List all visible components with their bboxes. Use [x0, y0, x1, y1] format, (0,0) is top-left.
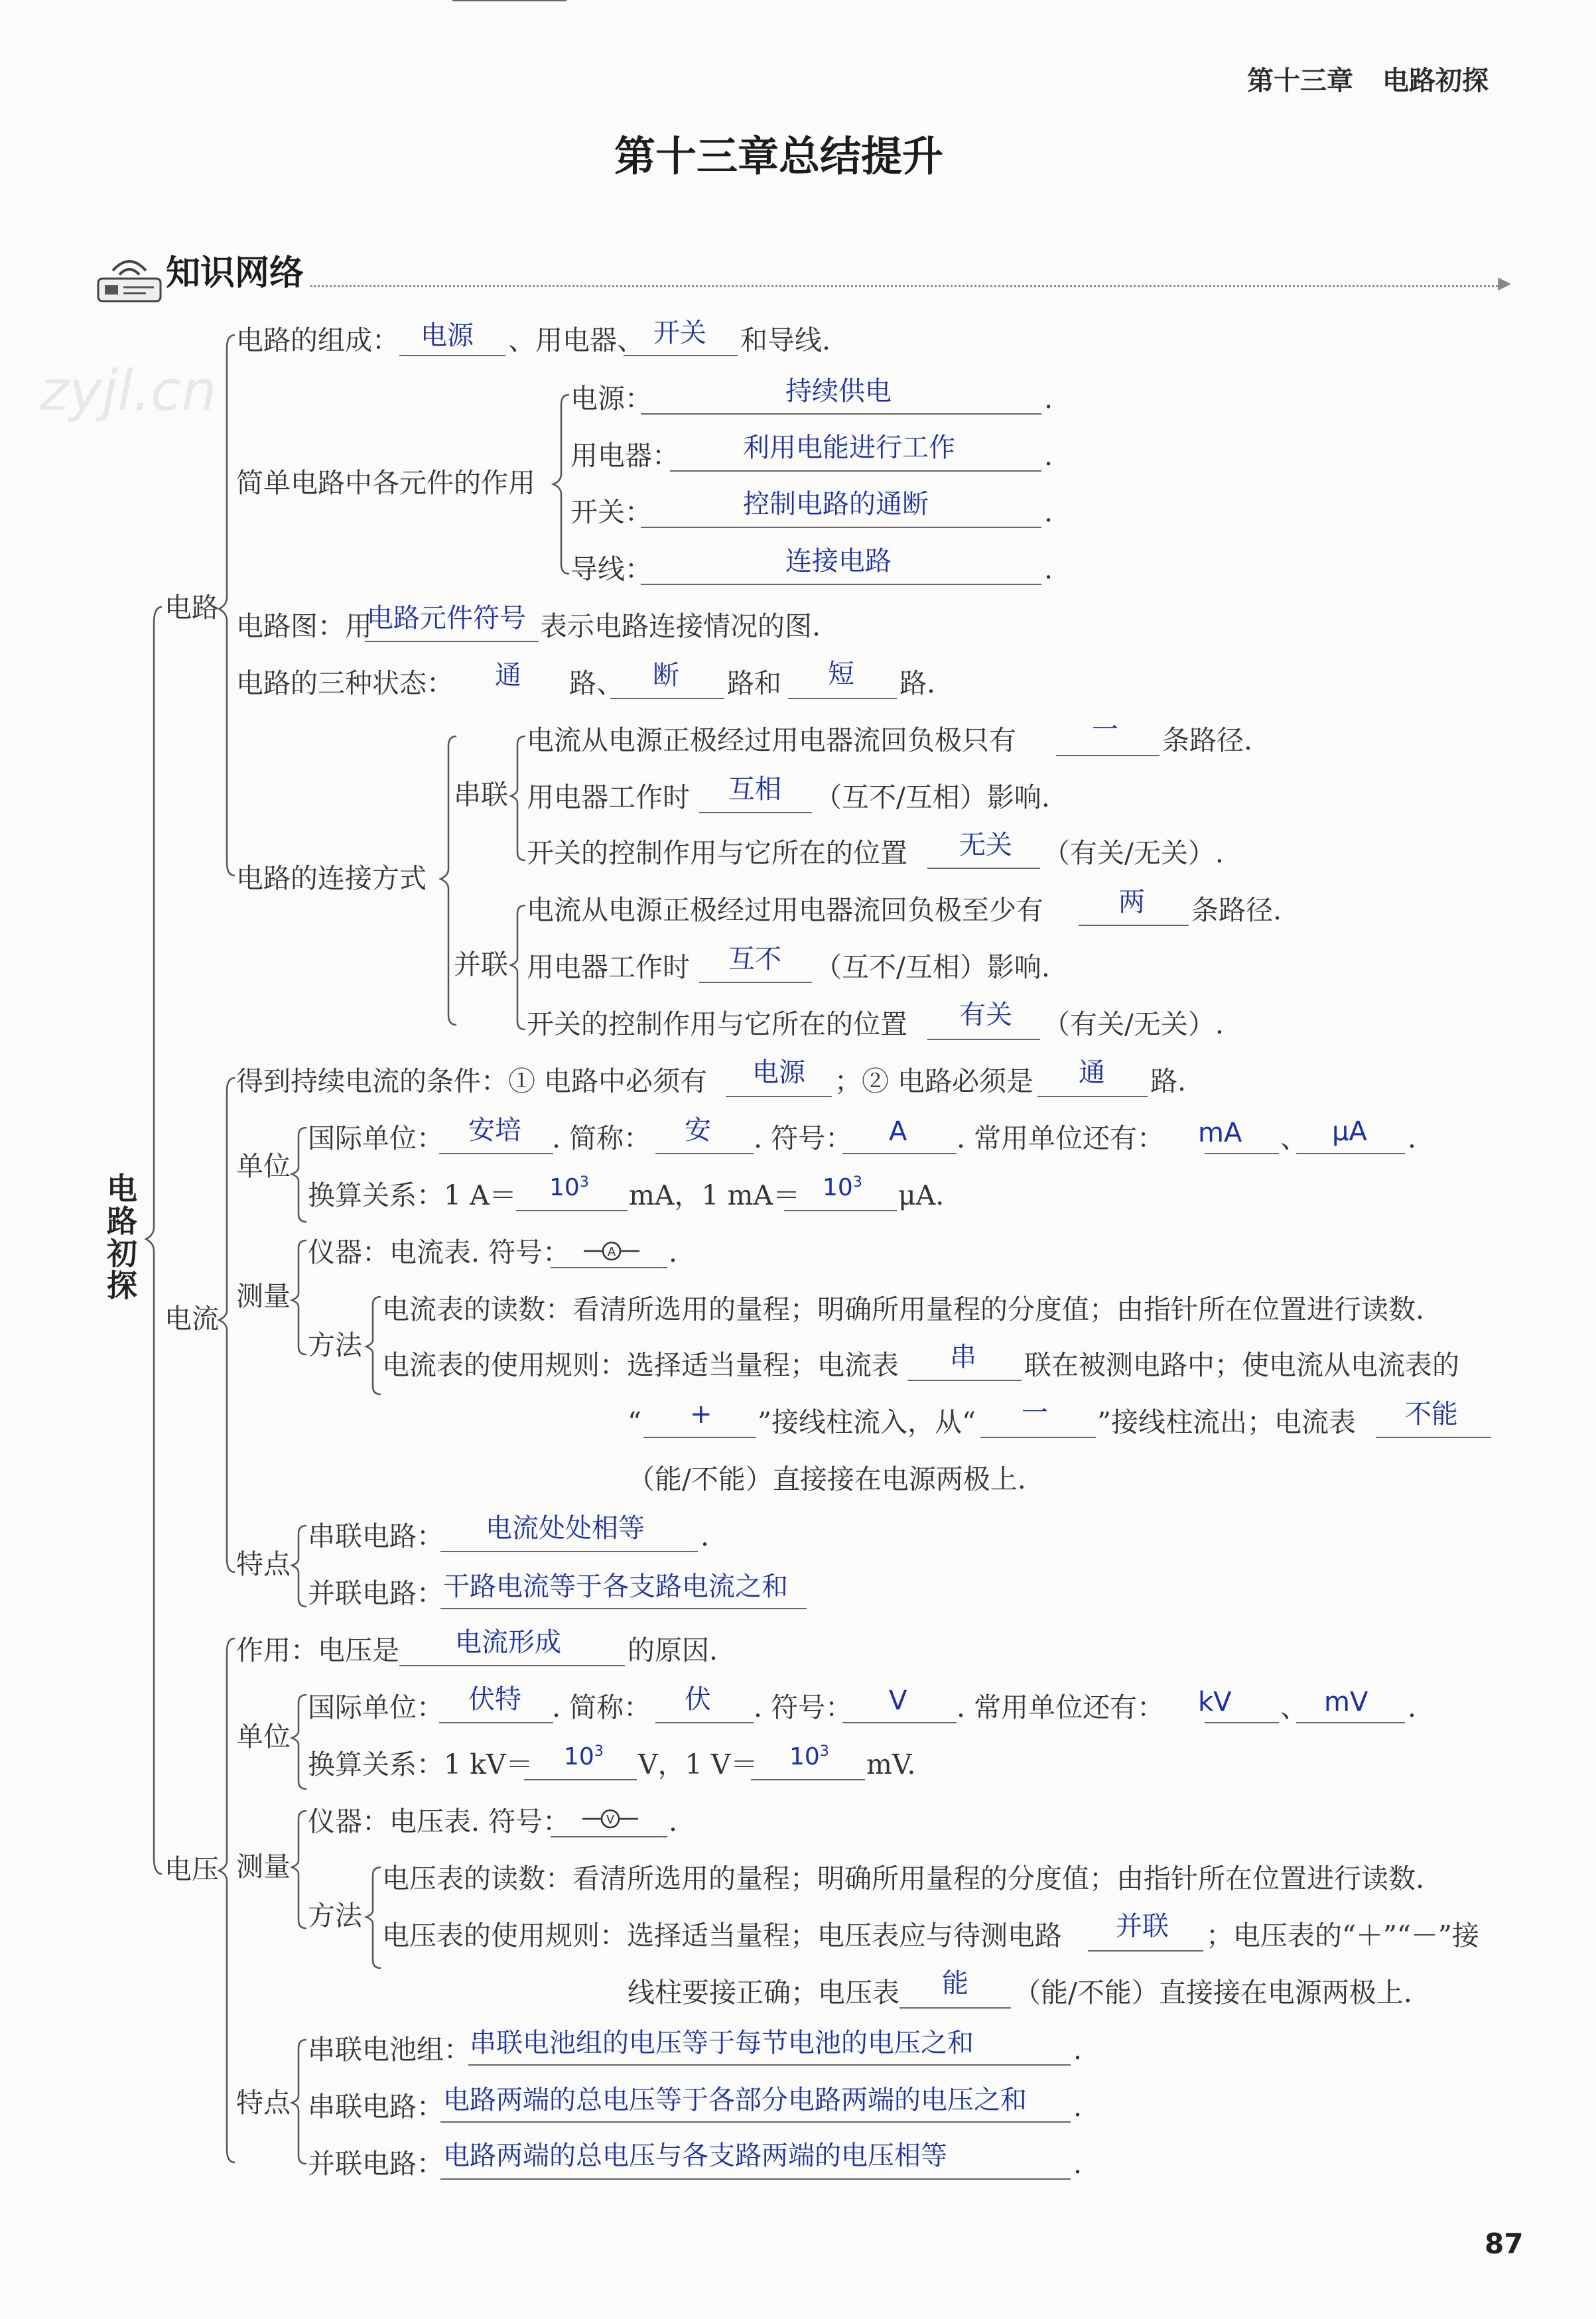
- branch-simple: 简单电路中各元件的作用: [236, 467, 535, 499]
- answer-current-ua: μA: [1332, 1116, 1367, 1147]
- current-conv-c: μA.: [898, 1179, 945, 1211]
- answer-voltage-conv1: $10^3$: [564, 1743, 604, 1770]
- blank-line: [641, 527, 1041, 528]
- blank-line: [551, 1267, 667, 1268]
- states-text-c: 路和: [727, 667, 781, 699]
- ammeter-rule-e: ”接线柱流出；电流表: [1097, 1406, 1356, 1438]
- parallel-line1-b: 条路径.: [1191, 894, 1282, 926]
- brace-series: [511, 736, 525, 860]
- ammeter-symbol-icon: [584, 1238, 639, 1264]
- blank-line: [440, 1551, 698, 1552]
- blank-line: [468, 2064, 1071, 2066]
- current-series-label: 串联电路：: [308, 1520, 444, 1552]
- states-text-d: 路.: [899, 667, 936, 699]
- series-line2-b: （互不/互相）影响.: [815, 781, 1050, 813]
- blank-line: [726, 1096, 832, 1097]
- period: .: [1044, 496, 1053, 528]
- voltage-conv-a: 换算关系：1 kV＝: [308, 1749, 533, 1780]
- blank-line: [399, 355, 505, 356]
- blank-line: [1088, 1950, 1203, 1952]
- answer-series-switch: 无关: [959, 830, 1012, 860]
- section-label: 电路初探: [1382, 66, 1489, 96]
- voltage-unit-c: . 符号：: [754, 1691, 853, 1723]
- voltage-unit-e: 、: [1280, 1691, 1307, 1723]
- blank-line: [1205, 1153, 1279, 1154]
- blank-line: [551, 1836, 667, 1837]
- brace-simple: [553, 395, 569, 574]
- blank-line: [980, 1437, 1096, 1438]
- period: .: [1044, 440, 1053, 472]
- blank-line: [365, 641, 539, 642]
- blank-line: [699, 812, 812, 813]
- branch-voltage-method: 方法: [308, 1900, 362, 1932]
- element-power-label: 电源：: [570, 383, 652, 415]
- section-heading: 知识网络: [166, 253, 304, 293]
- voltage-unit-d: . 常用单位还有：: [957, 1691, 1165, 1723]
- answer-voltmeter-parallel: 并联: [1116, 1911, 1169, 1942]
- answer-power-role: 持续供电: [785, 376, 892, 407]
- answer-voltage-mv: mV: [1324, 1687, 1368, 1717]
- battery-series-label: 串联电池组：: [308, 2034, 471, 2066]
- period: .: [1073, 2034, 1083, 2066]
- series-line1-b: 条路径.: [1162, 724, 1253, 756]
- blank-line: [641, 584, 1041, 585]
- blank-line: [670, 470, 1041, 472]
- period: .: [1044, 383, 1053, 415]
- brace-root: [146, 607, 162, 1874]
- condition-text-b: ；② 电路必须是: [834, 1065, 1034, 1097]
- blank-line: [439, 1153, 553, 1154]
- parallel-line3-a: 开关的控制作用与它所在的位置: [527, 1008, 907, 1040]
- branch-voltage-unit: 单位: [236, 1721, 291, 1753]
- voltmeter-rule-b: ；电压表的“＋”“－”接: [1206, 1920, 1479, 1952]
- current-unit-a: 国际单位：: [308, 1122, 444, 1154]
- composition-text-c: 和导线.: [740, 324, 831, 356]
- voltage-role-b: 的原因.: [628, 1634, 718, 1666]
- voltage-conv-c: mV.: [866, 1749, 916, 1780]
- answer-series-paths: 一: [1092, 714, 1118, 745]
- voltmeter-reading: 电压表的读数：看清所选用的量程；明确所用量程的分度值；由指针所在位置进行读数.: [382, 1863, 1425, 1894]
- ammeter-rule-d: ”接线柱流入，从“: [758, 1406, 976, 1438]
- blank-line: [399, 1665, 625, 1666]
- branch-voltage: 电压: [165, 1853, 219, 1885]
- brace-circuit: [219, 335, 235, 876]
- answer-ammeter-out: 一: [1022, 1398, 1048, 1428]
- quote-open: “: [628, 1406, 641, 1438]
- page-title: 第十三章总结提升: [614, 132, 944, 180]
- answer-current-series: 电流处处相等: [486, 1513, 645, 1544]
- blank-line: [524, 1779, 637, 1780]
- period: .: [1044, 553, 1053, 585]
- answer-voltage-series: 电路两端的总电压等于各部分电路两端的电压之和: [443, 2085, 1027, 2115]
- branch-current-method: 方法: [308, 1329, 362, 1361]
- blank-line: [788, 698, 897, 699]
- brace-voltage-method: [366, 1867, 381, 1968]
- current-unit-c: . 符号：: [754, 1122, 853, 1154]
- watermark: zyjl.cn: [40, 358, 217, 423]
- branch-current-unit: 单位: [236, 1150, 291, 1182]
- side-title-text: 电路初探: [107, 1171, 137, 1304]
- answer-switch: 开关: [653, 318, 706, 348]
- blank-line: [1296, 1722, 1405, 1723]
- blank-line: [699, 982, 812, 983]
- blank-line: [641, 413, 1041, 415]
- answer-power: 电源: [421, 320, 474, 351]
- branch-current-feature: 特点: [236, 1548, 291, 1580]
- ammeter-rule-a: 电流表的使用规则：选择适当量程；电流表: [382, 1349, 899, 1381]
- period: .: [1073, 2148, 1083, 2180]
- chapter-label: 第十三章: [1247, 66, 1353, 96]
- page-number: 87: [1485, 2227, 1524, 2260]
- answer-ammeter-in: +: [690, 1399, 712, 1429]
- branch-circuit: 电路: [165, 592, 219, 624]
- ammeter-reading: 电流表的读数：看清所选用的量程；明确所用量程的分度值；由指针所在位置进行读数.: [382, 1293, 1425, 1325]
- composition-text-a: 电路的组成：: [236, 324, 399, 356]
- voltmeter-rule-a: 电压表的使用规则：选择适当量程；电压表应与待测电路: [382, 1920, 1062, 1952]
- current-unit-f: .: [1408, 1122, 1417, 1154]
- branch-voltage-measure: 测量: [236, 1851, 291, 1883]
- blank-line: [927, 868, 1040, 869]
- element-wire-label: 导线：: [570, 553, 652, 585]
- series-line1-a: 电流从电源正极经过用电器流回负极只有: [527, 724, 1016, 756]
- answer-condition-closed: 通: [1079, 1057, 1105, 1088]
- voltage-unit-b: . 简称：: [552, 1691, 651, 1723]
- answer-parallel-affect: 互不: [728, 944, 781, 974]
- voltage-conv-b: V，1 V＝: [638, 1749, 758, 1780]
- period: .: [1073, 2091, 1083, 2123]
- blank-line: [440, 1608, 807, 1609]
- branch-parallel: 并联: [454, 949, 508, 980]
- answer-voltage-symbol: V: [889, 1686, 907, 1716]
- answer-state-break: 断: [653, 660, 679, 691]
- branch-current: 电流: [165, 1303, 219, 1335]
- voltmeter-symbol-letter: V: [606, 1813, 615, 1827]
- brace-current: [219, 1078, 235, 1572]
- voltmeter-rule-d: （能/不能）直接接在电源两极上.: [1014, 1977, 1412, 2009]
- blank-line: [1056, 755, 1160, 756]
- answer-series-affect: 互相: [728, 774, 781, 805]
- answer-symbol: 电路元件符号: [367, 603, 526, 633]
- current-unit-b: . 简称：: [552, 1122, 651, 1154]
- parallel-line2-a: 用电器工作时: [527, 951, 690, 983]
- answer-switch-role: 控制电路的通断: [743, 489, 929, 519]
- answer-parallel-paths: 两: [1118, 887, 1145, 917]
- blank-line: [610, 698, 724, 699]
- current-parallel-label: 并联电路：: [308, 1577, 444, 1609]
- answer-voltage-short: 伏: [685, 1684, 711, 1715]
- answer-wire-role: 连接电路: [785, 546, 892, 576]
- blank-line: [907, 1380, 1022, 1381]
- brace-voltage-measure: [292, 1811, 306, 1928]
- current-unit-e: 、: [1280, 1122, 1307, 1154]
- blank-line: [440, 2121, 1071, 2123]
- answer-current-parallel: 干路电流等于各支路电流之和: [443, 1571, 788, 1602]
- brace-voltage-unit: [292, 1695, 306, 1789]
- voltage-series-label: 串联电路：: [308, 2091, 444, 2123]
- branch-current-measure: 测量: [236, 1280, 291, 1312]
- blank-line: [751, 1779, 865, 1780]
- condition-text-a: 得到持续电流的条件：① 电路中必须有: [236, 1065, 708, 1097]
- element-switch-label: 开关：: [570, 496, 652, 528]
- voltmeter-text-a: 仪器：电压表. 符号：: [308, 1806, 570, 1837]
- brace-current-measure: [292, 1240, 306, 1355]
- parallel-line3-b: （有关/无关）.: [1043, 1008, 1224, 1040]
- voltage-parallel-label: 并联电路：: [308, 2148, 444, 2180]
- answer-state-short: 短: [828, 659, 854, 689]
- blank-line: [1376, 1437, 1491, 1438]
- series-line3-b: （有关/无关）.: [1043, 837, 1224, 869]
- brace-parallel: [511, 905, 525, 1029]
- answer-current-ma: mA: [1198, 1118, 1242, 1148]
- voltmeter-rule-c: 线柱要接正确；电压表: [628, 1977, 899, 2009]
- branch-voltage-feature: 特点: [236, 2087, 291, 2119]
- answer-battery-series: 串联电池组的电压等于每节电池的电压之和: [470, 2028, 974, 2058]
- period: .: [700, 1520, 710, 1552]
- answer-condition-power: 电源: [752, 1057, 805, 1088]
- brace-current-unit: [292, 1128, 306, 1222]
- branch-series: 串联: [454, 779, 508, 811]
- blank-line: [624, 355, 738, 356]
- answer-voltage-parallel: 电路两端的总电压与各支路两端的电压相等: [443, 2141, 947, 2171]
- blank-line: [842, 1722, 957, 1723]
- current-conv-b: mA，1 mA＝: [629, 1179, 801, 1211]
- voltmeter-symbol-icon: [582, 1806, 638, 1832]
- blank-line: [439, 1722, 553, 1723]
- series-line2-a: 用电器工作时: [527, 781, 690, 813]
- ammeter-rule-b: 联在被测电路中；使电流从电流表的: [1024, 1349, 1459, 1381]
- voltage-unit-a: 国际单位：: [308, 1691, 444, 1723]
- answer-current-symbol: A: [889, 1116, 907, 1147]
- blank-line: [784, 1210, 897, 1211]
- answer-current-conv2: $10^3$: [823, 1174, 862, 1201]
- branch-connect: 电路的连接方式: [236, 862, 427, 894]
- parallel-line1-a: 电流从电源正极经过用电器流回负极至少有: [527, 894, 1043, 926]
- blank-line: [655, 1722, 754, 1723]
- voltage-unit-f: .: [1408, 1691, 1417, 1723]
- states-text-a: 电路的三种状态：: [236, 667, 454, 699]
- answer-appliance-role: 利用电能进行工作: [743, 432, 955, 463]
- answer-voltage-kv: kV: [1198, 1687, 1232, 1717]
- period: .: [669, 1806, 678, 1837]
- answer-ammeter-series: 串: [950, 1342, 976, 1372]
- ammeter-text-a: 仪器：电流表. 符号：: [308, 1236, 570, 1268]
- answer-voltage-role: 电流形成: [455, 1627, 561, 1658]
- blank-line: [452, 0, 566, 1]
- diagram-text-a: 电路图：用: [236, 610, 372, 642]
- blank-line: [927, 1039, 1040, 1040]
- blank-line: [440, 2178, 1071, 2180]
- series-line3-a: 开关的控制作用与它所在的位置: [527, 837, 907, 869]
- voltage-role-a: 作用：电压是: [236, 1634, 399, 1666]
- blank-line: [516, 1210, 628, 1211]
- blank-line: [1037, 1096, 1148, 1097]
- answer-state-open: 通: [495, 660, 521, 691]
- composition-text-b: 、用电器、: [508, 324, 644, 356]
- blank-line: [899, 2007, 1011, 2009]
- answer-voltmeter-battery: 能: [942, 1968, 968, 1999]
- answer-ammeter-battery: 不能: [1405, 1399, 1458, 1429]
- condition-text-c: 路.: [1150, 1065, 1187, 1097]
- answer-parallel-switch: 有关: [959, 1000, 1012, 1030]
- blank-line: [842, 1153, 957, 1154]
- parallel-line2-b: （互不/互相）影响.: [815, 951, 1050, 983]
- blank-line: [1296, 1153, 1405, 1154]
- period: .: [669, 1236, 678, 1268]
- answer-current-short: 安: [685, 1115, 711, 1146]
- answer-current-si-unit: 安培: [468, 1115, 521, 1146]
- blank-line: [1079, 925, 1189, 926]
- element-appliance-label: 用电器：: [570, 440, 679, 472]
- diagram-text-b: 表示电路连接情况的图.: [540, 610, 821, 642]
- divider-arrow-icon: ▶: [1498, 273, 1511, 293]
- brace-current-feature: [292, 1526, 306, 1607]
- answer-current-conv1: $10^3$: [549, 1174, 589, 1201]
- states-text-b: 路、: [569, 667, 624, 699]
- blank-line: [655, 1153, 754, 1154]
- ammeter-symbol-letter: A: [607, 1245, 616, 1259]
- current-unit-d: . 常用单位还有：: [957, 1122, 1165, 1154]
- brace-voltage: [219, 1638, 235, 2162]
- blank-line: [1205, 1722, 1279, 1723]
- current-conv-a: 换算关系：1 A＝: [308, 1179, 517, 1211]
- brace-voltage-feature: [292, 2040, 306, 2164]
- brace-current-method: [366, 1297, 381, 1394]
- ammeter-rule-f: （能/不能）直接接在电源两极上.: [628, 1463, 1026, 1495]
- answer-voltage-conv2: $10^3$: [789, 1743, 829, 1770]
- blank-line: [643, 1437, 756, 1438]
- answer-voltage-si-unit: 伏特: [468, 1684, 521, 1715]
